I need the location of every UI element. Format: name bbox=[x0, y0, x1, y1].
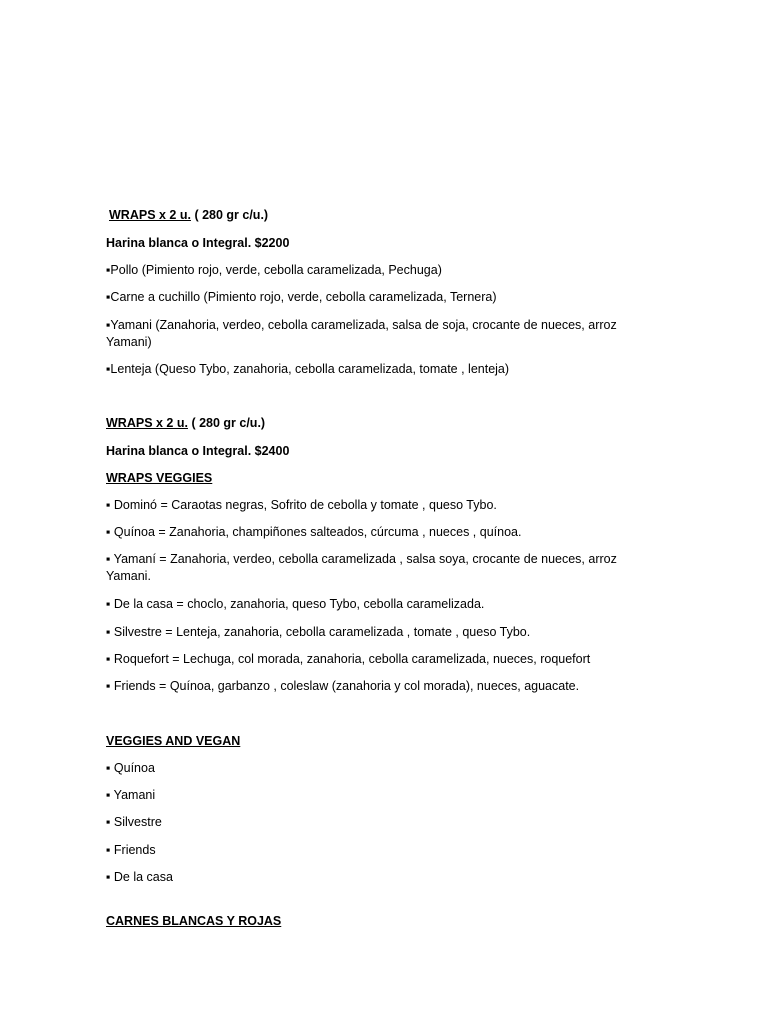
section2-item-quinoa: ▪ Quínoa = Zanahoria, champiñones salteados, cúrcuma , nueces , quínoa. bbox=[106, 525, 522, 539]
section3-item-yamani: ▪ Yamani bbox=[106, 788, 156, 802]
section1-heading-weight: ( 280 gr c/u.) bbox=[190, 208, 269, 222]
section1-item-yamani: ▪Yamani (Zanahoria, verdeo, cebolla caramelizada, salsa de soja, crocante de nueces, arroz Yamani) bbox=[106, 318, 617, 349]
section2-price: Harina blanca o Integral. $2400 bbox=[106, 444, 290, 458]
section3-item-de-la-casa: ▪ De la casa bbox=[106, 870, 173, 884]
section1-heading-main: WRAPS x 2 u. bbox=[109, 208, 191, 222]
section2-subheading: WRAPS VEGGIES bbox=[106, 471, 213, 485]
section2-item-de-la-casa: ▪ De la casa = choclo, zanahoria, queso Tybo, cebolla caramelizada. bbox=[106, 597, 485, 611]
section2-item-silvestre: ▪ Silvestre = Lenteja, zanahoria, cebolla caramelizada , tomate , queso Tybo. bbox=[106, 625, 531, 639]
section1-item-pollo: ▪Pollo (Pimiento rojo, verde, cebolla caramelizada, Pechuga) bbox=[106, 263, 442, 277]
section2-heading-weight: ( 280 gr c/u.) bbox=[187, 416, 266, 430]
section1-item-carne: ▪Carne a cuchillo (Pimiento rojo, verde, cebolla caramelizada, Ternera) bbox=[106, 290, 497, 304]
section3-item-silvestre: ▪ Silvestre bbox=[106, 815, 162, 829]
section1-heading bbox=[109, 207, 268, 224]
section2-item-friends: ▪ Friends = Quínoa, garbanzo , coleslaw (zanahoria y col morada), nueces, aguacate. bbox=[106, 679, 580, 693]
section2-item-roquefort: ▪ Roquefort = Lechuga, col morada, zanahoria, cebolla caramelizada, nueces, roquefort bbox=[106, 652, 591, 666]
section3-item-quinoa: ▪ Quínoa bbox=[106, 761, 155, 775]
section2-heading-main: WRAPS x 2 u. bbox=[106, 416, 188, 430]
section3-item-friends: ▪ Friends bbox=[106, 843, 156, 857]
section2-item-domino: ▪ Dominó = Caraotas negras, Sofrito de cebolla y tomate , queso Tybo. bbox=[106, 498, 497, 512]
section3-heading: VEGGIES AND VEGAN bbox=[106, 734, 241, 748]
section2-heading bbox=[106, 415, 265, 432]
section1-price: Harina blanca o Integral. $2200 bbox=[106, 236, 290, 250]
section4-heading: CARNES BLANCAS Y ROJAS bbox=[106, 914, 282, 928]
section1-item-lenteja: ▪Lenteja (Queso Tybo, zanahoria, cebolla caramelizada, tomate , lenteja) bbox=[106, 362, 510, 376]
section2-item-yamani: ▪ Yamaní = Zanahoria, verdeo, cebolla caramelizada , salsa soya, crocante de nueces, arroz Yamani. bbox=[106, 552, 617, 583]
